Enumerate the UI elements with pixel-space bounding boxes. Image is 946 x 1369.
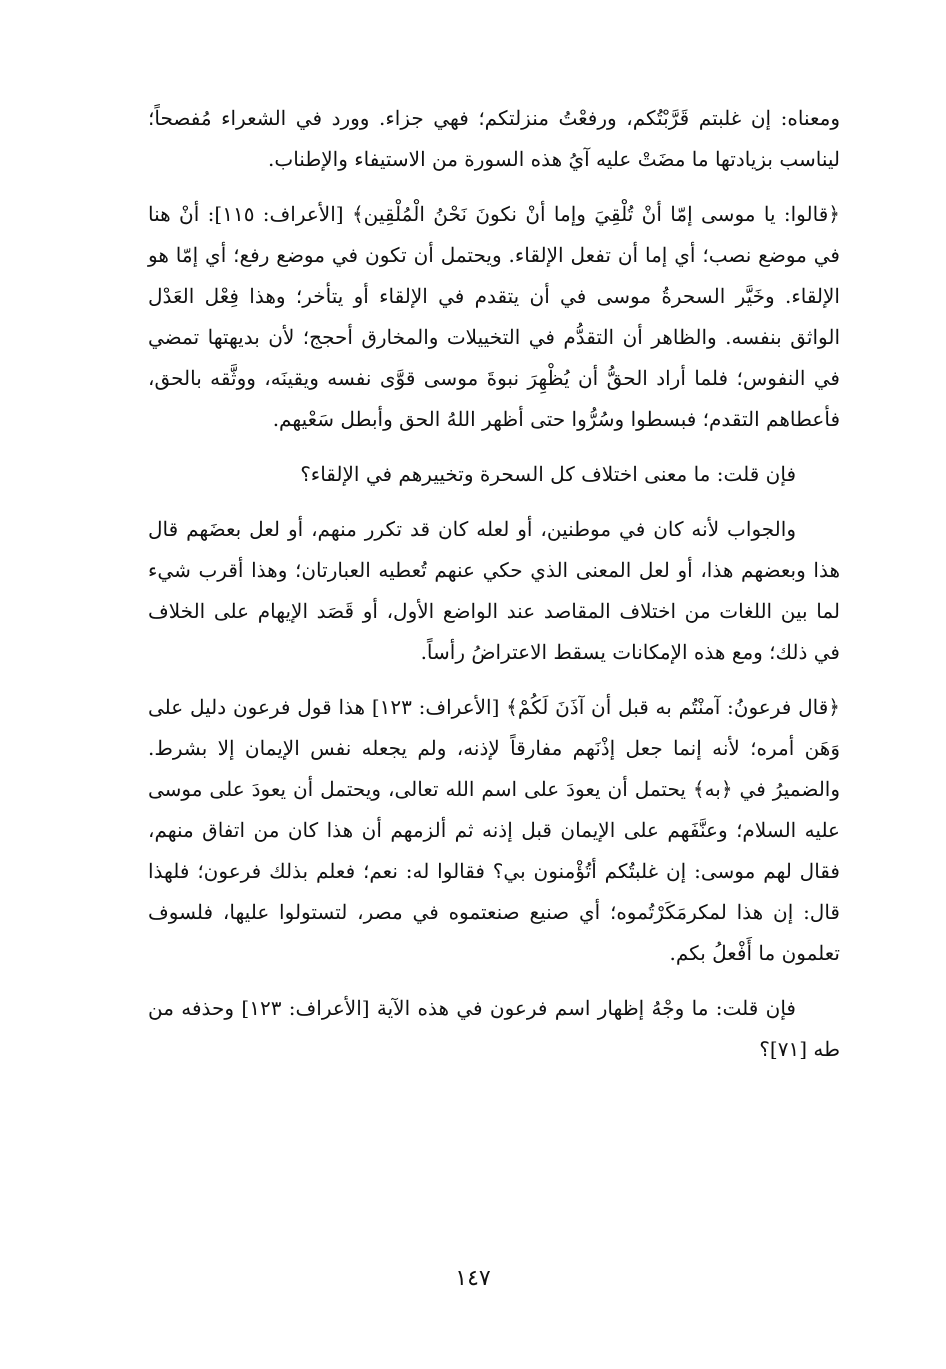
paragraph-3: فإن قلت: ما معنى اختلاف كل السحرة وتخييرهم في الإلقاء؟ [300,462,796,486]
paragraph-4: والجواب لأنه كان في موطنين، أو لعله كان قد تكرر منهم، أو لعل بعضَهم قال هذا وبعضهم هذا، أو لعل المعنى الذي حكي عنهم تُعطيه العبارتان؛ وهذا أقرب شيء لما بين اللغات من اختلاف المقاصد عند الواضع الأول، أو قَصَد الإيهام على الخلاف في ذلك؛ ومع هذه الإمكانات يسقط الاعتراضُ رأساً. [148,517,840,664]
paragraph-2: ﴿قالوا: يا موسى إمّا أنْ تُلْقِيَ وإما أنْ نكونَ نَحْنُ الْمُلْقِين﴾ [الأعراف: ١١٥]: أنْ هنا في موضع نصب؛ أي إما أن تفعل الإلقاء. ويحتمل أن تكون في موضع رفع؛ أي إمّا هو الإلقاء. وخَيَّر السحرةُ موسى في أن يتقدم في الإلقاء أو يتأخر؛ وهذا فِعْل العَدْل الواثق بنفسه. والظاهر أن التقدُّم في التخييلات والمخارق أحجج؛ لأن بديهتها تمضي في النفوس؛ فلما أراد الحقُّ أن يُظْهِرَ نبوةَ موسى قوَّى نفسه ويقينَه، ووثَّقه بالحق، فأعطاهم التقدم؛ فبسطوا وسُرُّوا حتى أظهر اللهُ الحق وأبطل سَعْيهم. [148,202,840,431]
body-text [148,98,840,1084]
paragraph-5: ﴿قال فرعونُ: آمنْتُم به قبل أن آذَنَ لَكُمْ﴾ [الأعراف: ١٢٣] هذا قول فرعون دليل على وَهَن أمره؛ لأنه إنما جعل إذْنَهم مفارقاً لإذنه، ولم يجعله نفس الإيمان إلا بشرط. والضميرُ في ﴿به﴾ يحتمل أن يعودَ على اسم الله تعالى، ويحتمل أن يعودَ على موسى عليه السلام؛ وعنَّفَهم على الإيمان قبل إذنه ثم ألزمهم أن هذا كان من اتفاق منهم، فقال لهم موسى: إن غلبتُكم أتُؤْمنون بي؟ فقالوا له: نعم؛ فعلم بذلك فرعون؛ فلهذا قال: إن هذا لمكرمَكَرْتُموه؛ أي صنيع صنعتموه في مصر، لتستولوا عليها، فلسوف تعلمون ما أَفْعلُ بكم. [148,695,841,965]
page-number: ١٤٧ [455,1266,491,1291]
paragraph-6: فإن قلت: ما وجْهُ إظهار اسم فرعون في هذه الآية [الأعراف: ١٢٣] وحذفه من طه [٧١]؟ [148,996,840,1061]
paragraph-1: ومعناه: إن غلبتم قَرَّبْتُكم، ورفعْتُ منزلتكم؛ فهي جزاء. وورد في الشعراء مُفصحاً؛ ليناسب بزيادتها ما مضَتْ عليه آيُ هذه السورة من الاستيفاء والإطناب. [148,106,840,171]
